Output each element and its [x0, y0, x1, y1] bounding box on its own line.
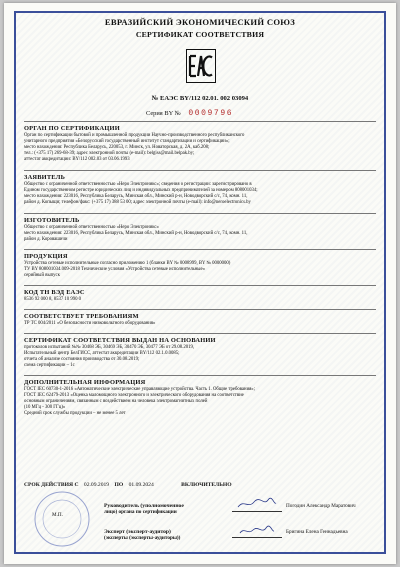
section-heading: КОД ТН ВЭД ЕАЭС — [24, 289, 85, 296]
section-line: отчета об анализе состояния производства от 30.08.2019; — [24, 357, 140, 363]
section-heading: СЕРТИФИКАТ СООТВЕТСТВИЯ ВЫДАН НА ОСНОВАНИИ — [24, 337, 216, 344]
serial-label: Серия BY — [146, 110, 173, 117]
signature-expert — [24, 529, 376, 549]
eac-mark-icon — [186, 49, 216, 83]
section-line: Средний срок службы продукции – не менее 5 лет — [24, 411, 126, 417]
divider — [24, 309, 376, 310]
divider — [24, 375, 376, 376]
section-line: аттестат аккредитации: BY/112 002.03 от 03.06.1993 — [24, 157, 130, 163]
section-line: место нахождения: Республика Беларусь, 220053, г. Минск, ул. Новаторская, д. 2А, каб.208; — [24, 145, 210, 151]
section-organ — [24, 125, 376, 163]
section-line: ГОСТ IEC 62479-2013 «Оценка маломощного электронного и электрического оборудования на соответствие — [24, 393, 244, 399]
section-line: Едином государственном регистре юридических лиц и индивидуальных предпринимателей за номером 808001034; — [24, 188, 258, 194]
certificate-frame — [14, 11, 386, 554]
section-line: район д. Коровашичи — [24, 237, 68, 243]
head-role — [104, 503, 184, 515]
serial-value: 0009796 — [188, 109, 234, 118]
section-line: Испытательный центр БелГИСС, аттестат аккредитации BY/112 02.1.0.0085; — [24, 351, 180, 357]
head-role-line2: лицо) органа по сертификации — [104, 509, 177, 515]
section-line: протоколов испытаний №№ 30468 ЭБ, 30469 ЭБ, 30470 ЭБ, 30477 ЭБ от 29.08.2019, — [24, 345, 195, 350]
section-tnved — [24, 289, 376, 303]
section-line: ТР ТС 004/2011 «О безопасности низковольтного оборудования» — [24, 321, 156, 326]
registration-number: № ЕАЭС BY/112 02.01. 002 03094 — [151, 95, 249, 102]
divider — [24, 213, 376, 214]
section-line: Общество с ограниченной ответственностью «Неро Электроникс» — [24, 225, 159, 230]
validity-inclusive: ВКЛЮЧИТЕЛЬНО — [181, 482, 232, 488]
divider — [24, 121, 376, 122]
divider — [24, 249, 376, 250]
certificate-sheet — [4, 3, 396, 564]
signature-scribble-icon — [238, 524, 276, 538]
section-extra — [24, 379, 376, 417]
divider — [24, 170, 376, 171]
section-line: Общество с ограниченной ответственностью «Неро Электроникс»; сведения о регистрации: зарегистрировано в — [24, 182, 252, 187]
validity-from: 02.09.2019 — [83, 482, 110, 488]
section-line: тел.: (+375 17) 269-68-39; адрес электронной почты (e-mail): belgiss@mail.belpak.by; — [24, 151, 195, 157]
section-line: унитарного предприятия «Белорусский государственный институт стандартизации и сертификации»; — [24, 139, 230, 145]
divider — [24, 285, 376, 286]
divider — [24, 333, 376, 334]
section-line: район д. Копыщи; телефон/факс: (+375 17) 388 53 00; адрес электронной почты (e-mail): info@neroelectronics.by — [24, 200, 251, 206]
expert-role — [104, 529, 180, 541]
section-heading: ЗАЯВИТЕЛЬ — [24, 174, 66, 181]
section-line: Устройства сетевые исполнительные согласно приложению 1 (бланки BY № 0008999, BY № 0000000) — [24, 261, 231, 266]
serial-number — [146, 109, 233, 118]
section-line: схема сертификации – 1с — [24, 363, 75, 369]
section-requirements — [24, 313, 376, 327]
section-line: серийный выпуск — [24, 273, 60, 279]
section-line: 8536 92 000 8, 8537 10 990 0 — [24, 297, 81, 302]
union-title: ЕВРАЗИЙСКИЙ ЭКОНОМИЧЕСКИЙ СОЮЗ — [104, 17, 296, 27]
section-heading: ДОПОЛНИТЕЛЬНАЯ ИНФОРМАЦИЯ — [24, 379, 146, 386]
signature-line — [232, 511, 282, 512]
head-role-line1: Руководитель (уполномоченное — [104, 503, 184, 509]
validity-to: 01.09.2024 — [128, 482, 154, 488]
section-line: место нахождения: 223016, Республика Беларусь, Минская обл., Минский р-н, Новодворский с/с, 74, комн. 11, — [24, 231, 248, 237]
section-line: ТУ BY 808001034.009-2018 Технические условия «Устройства сетевые исполнительные» — [24, 267, 205, 273]
certificate-title: СЕРТИФИКАТ СООТВЕТСТВИЯ — [135, 30, 265, 39]
validity-period — [24, 482, 232, 488]
section-line: Орган по сертификации бытовой и промышленной продукции Научно-производственного республиканского — [24, 133, 245, 138]
validity-to-label: ПО — [114, 482, 124, 488]
signature-head — [24, 503, 376, 523]
section-line: (10 МГц - 300 ГГц)» — [24, 405, 66, 411]
stamp-place-label: М.П. — [52, 512, 63, 518]
section-maker — [24, 217, 376, 243]
signature-scribble-icon — [236, 497, 278, 511]
expert-role-line1: Эксперт (эксперт-аудитор) — [104, 529, 171, 535]
section-heading: СООТВЕТСТВУЕТ ТРЕБОВАНИЯМ — [24, 313, 139, 320]
section-line: ГОСТ IEC 60730-1-2016 «Автоматические электрические управляющие устройства. Часть 1. Общие требования»; — [24, 387, 256, 392]
section-applicant — [24, 174, 376, 206]
section-line: место нахождения: 223016, Республика Беларусь, Минская обл., Минский р-н, Новодворский с/с, 74, комн. 11, — [24, 194, 248, 200]
section-basis — [24, 337, 376, 369]
serial-symbol: № — [174, 110, 181, 117]
signature-line — [232, 537, 282, 538]
section-product — [24, 253, 376, 279]
head-name: Погодин Александр Маратович — [286, 503, 356, 509]
section-line: основным ограничениям, связанным с воздействием на человека электромагнитных полей — [24, 399, 208, 405]
section-heading: ПРОДУКЦИЯ — [24, 253, 68, 260]
section-heading: ИЗГОТОВИТЕЛЬ — [24, 217, 80, 224]
expert-role-line2: (эксперты (эксперты-аудиторы)) — [104, 535, 181, 541]
expert-name: Бригина Елена Геннадьевна — [286, 529, 348, 535]
validity-from-label: СРОК ДЕЙСТВИЯ С — [24, 482, 79, 488]
section-heading: ОРГАН ПО СЕРТИФИКАЦИИ — [24, 125, 120, 132]
